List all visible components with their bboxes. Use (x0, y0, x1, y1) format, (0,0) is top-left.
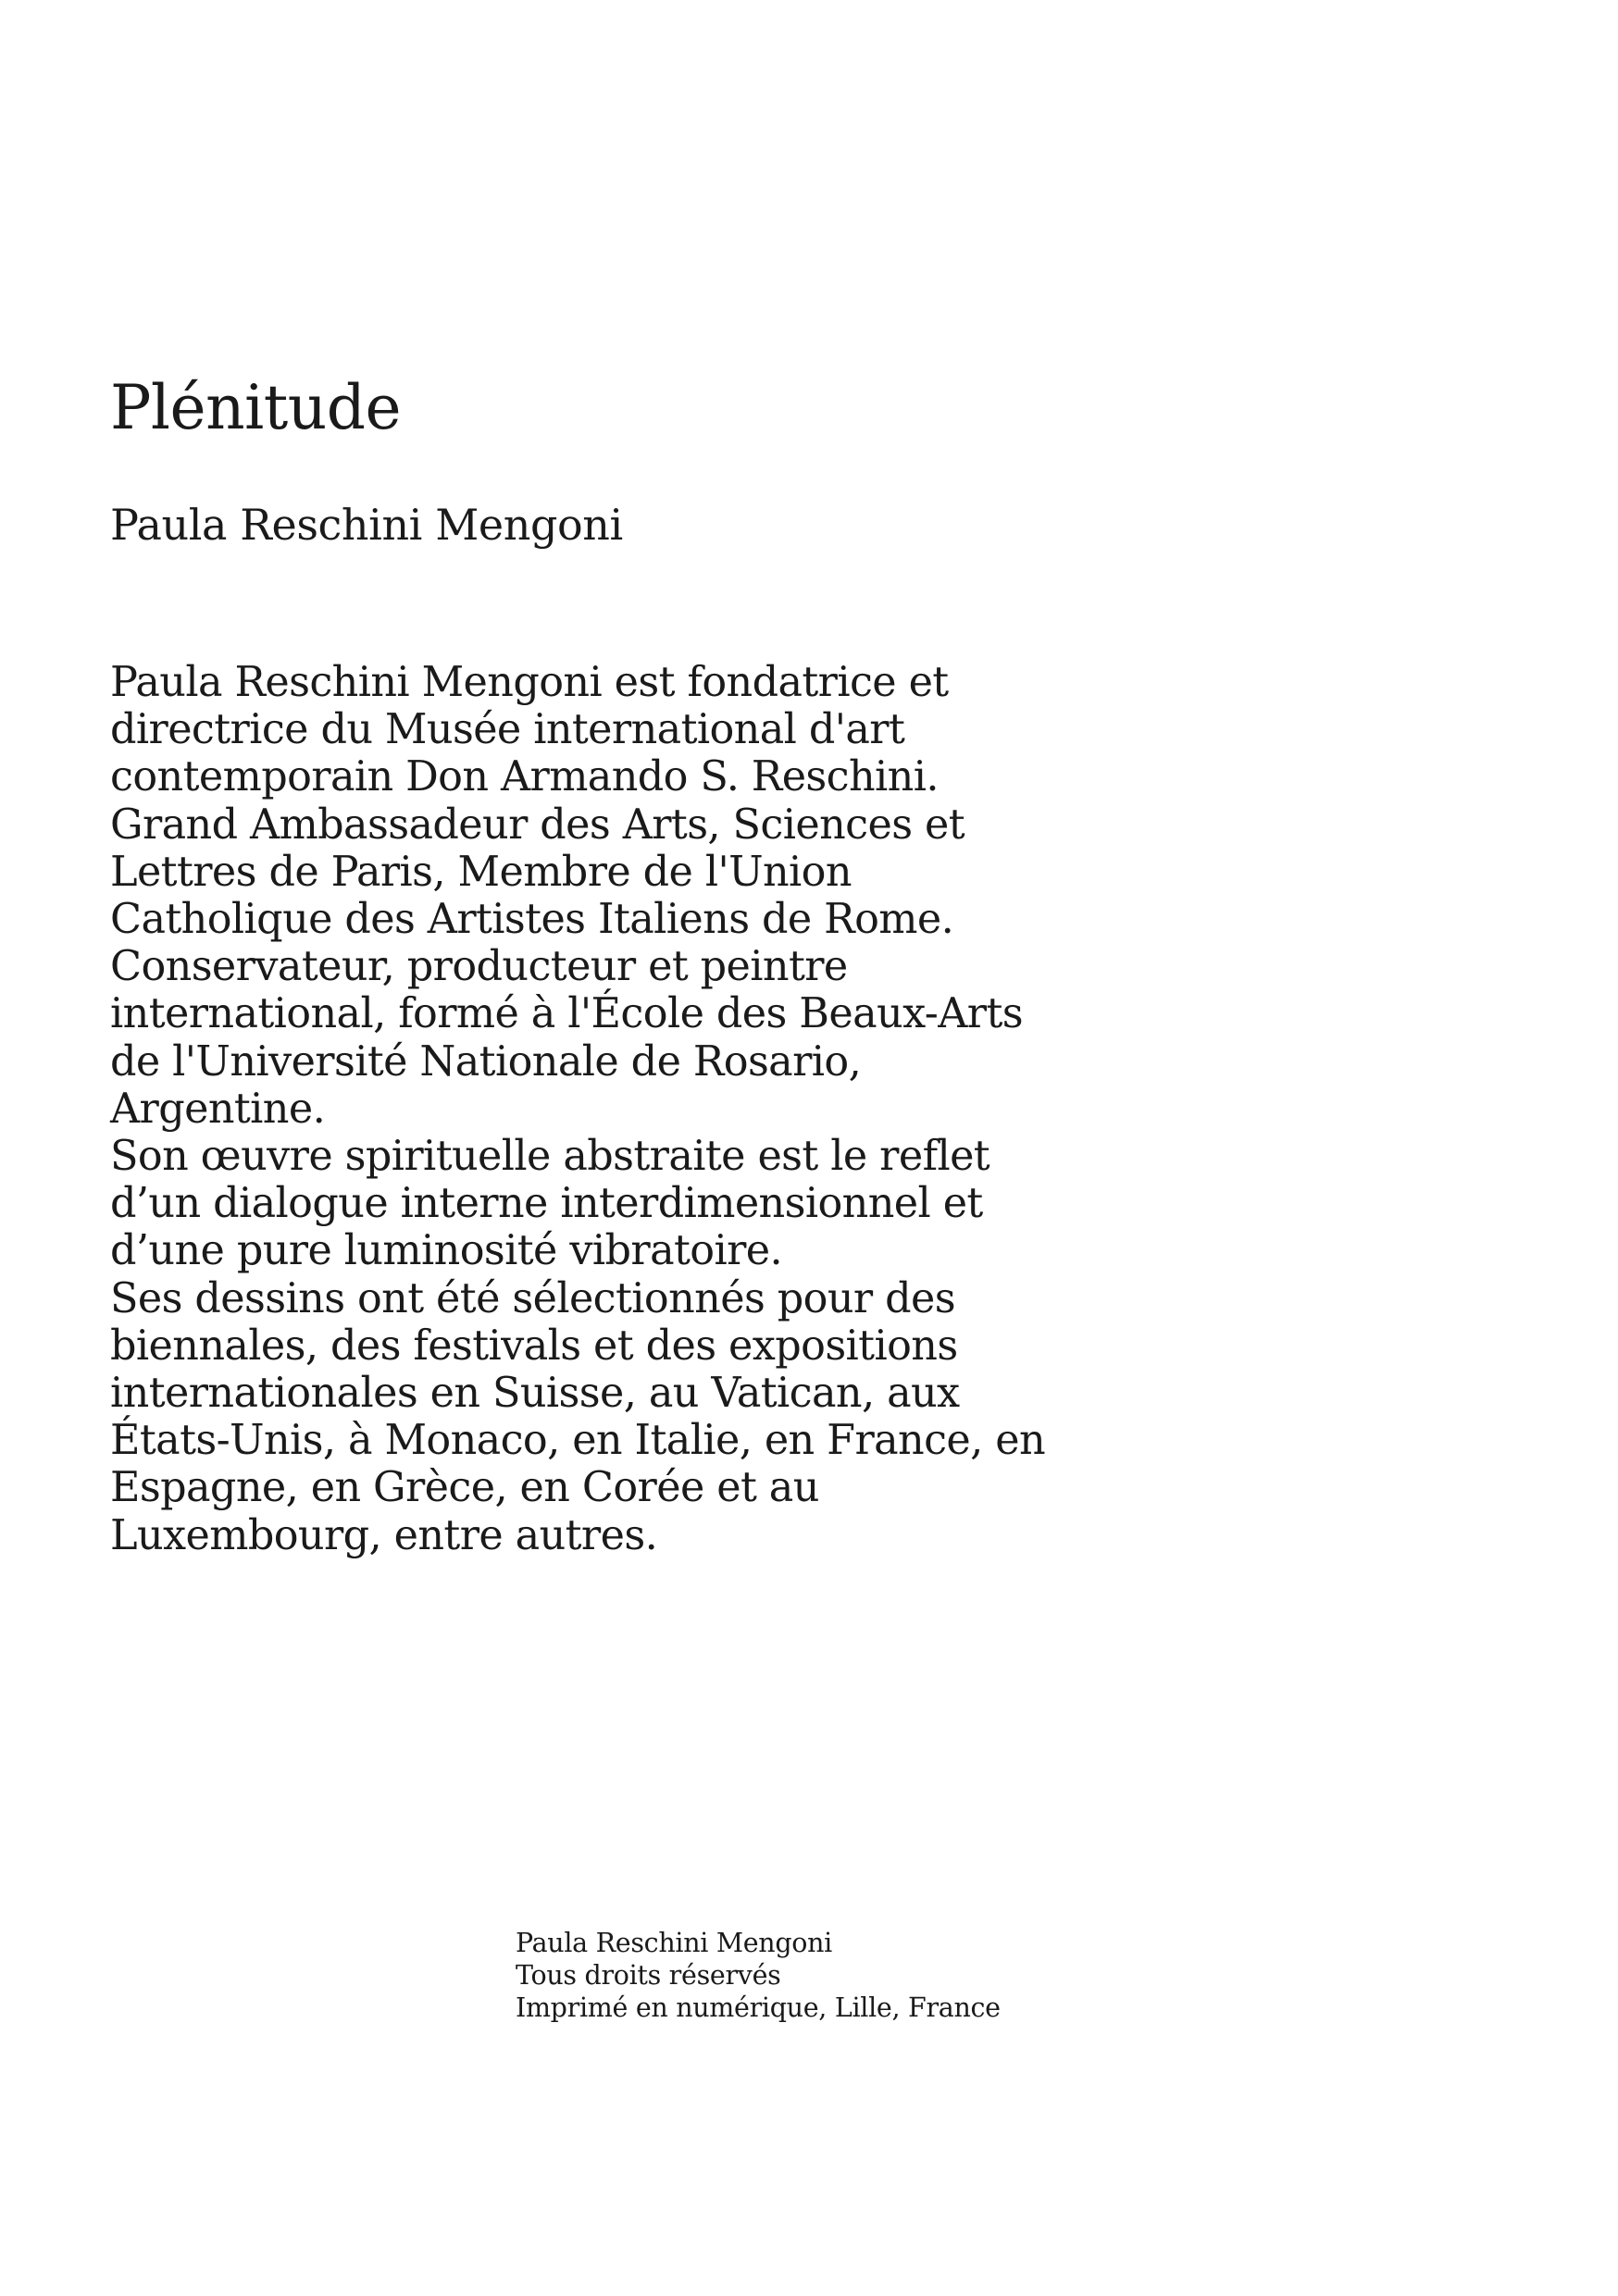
colophon-rights: Tous droits réservés (516, 1960, 781, 1991)
document-title: Plénitude (110, 372, 402, 443)
bio-line: Conservateur, producteur et peintre (110, 943, 848, 991)
bio-line: Son œuvre spirituelle abstraite est le reflet (110, 1133, 990, 1181)
bio-line: Argentine. (110, 1085, 326, 1133)
colophon-printing: Imprimé en numérique, Lille, France (516, 1992, 1001, 2023)
bio-line: d’un dialogue interne interdimensionnel et (110, 1180, 983, 1228)
bio-line: Espagne, en Grèce, en Corée et au (110, 1464, 819, 1512)
bio-line: de l'Université Nationale de Rosario, (110, 1037, 862, 1086)
author-biography (110, 659, 1313, 1559)
author-name: Paula Reschini Mengoni (110, 500, 623, 550)
bio-line: Ses dessins ont été sélectionnés pour des (110, 1274, 955, 1322)
bio-line: Luxembourg, entre autres. (110, 1511, 658, 1559)
bio-line: d’une pure luminosité vibratoire. (110, 1227, 783, 1275)
bio-line: biennales, des festivals et des expositions (110, 1322, 958, 1370)
bio-line: directrice du Musée international d'art (110, 706, 905, 754)
bio-line: international, formé à l'École des Beaux-Arts (110, 990, 1023, 1038)
colophon-author: Paula Reschini Mengoni (516, 1928, 832, 1958)
colophon (516, 1927, 1001, 2024)
bio-line: internationales en Suisse, au Vatican, aux (110, 1370, 960, 1418)
bio-line: Paula Reschini Mengoni est fondatrice et (110, 659, 949, 706)
bio-line: Catholique des Artistes Italiens de Rome. (110, 896, 954, 944)
bio-line: Lettres de Paris, Membre de l'Union (110, 848, 852, 896)
bio-line: Grand Ambassadeur des Arts, Sciences et (110, 800, 965, 849)
bio-line: contemporain Don Armando S. Reschini. (110, 753, 939, 801)
bio-line: États-Unis, à Monaco, en Italie, en France, en (110, 1417, 1046, 1465)
